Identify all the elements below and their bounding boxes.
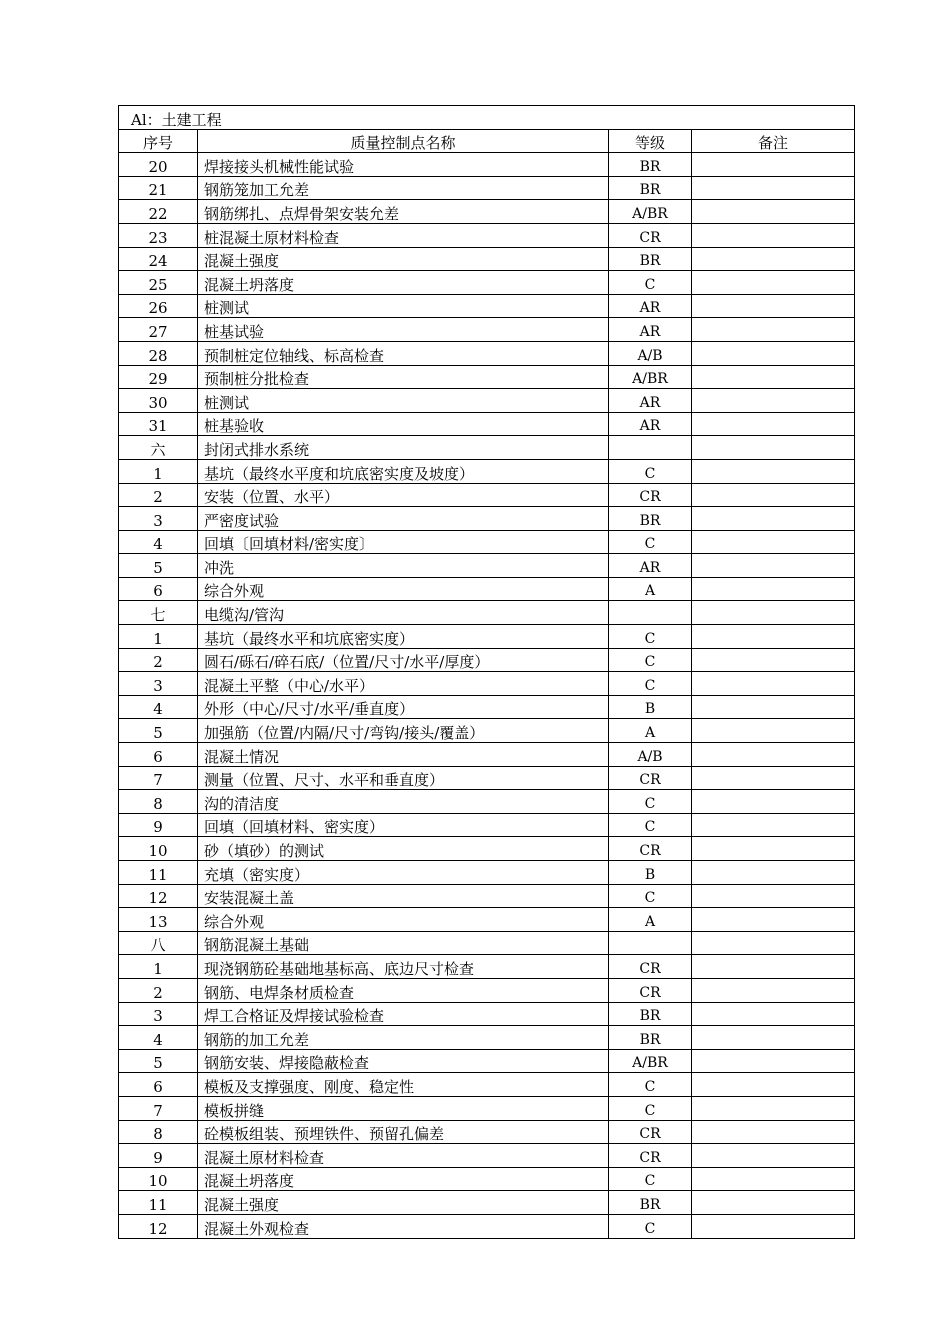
row-remark xyxy=(692,1049,855,1073)
row-name: 桩测试 xyxy=(198,294,609,318)
row-grade: A/BR xyxy=(609,200,692,224)
row-name: 混凝土坍落度 xyxy=(198,271,609,295)
row-name: 加强筋（位置/内隔/尺寸/弯钩/接头/覆盖） xyxy=(198,719,609,743)
row-no: 八 xyxy=(119,931,198,955)
table-row xyxy=(119,695,855,719)
row-no: 25 xyxy=(119,271,198,295)
row-no: 5 xyxy=(119,719,198,743)
table-row xyxy=(119,247,855,271)
row-name: 预制桩分批检查 xyxy=(198,365,609,389)
row-name: 充填（密实度） xyxy=(198,861,609,885)
row-name: 钢筋绑扎、点焊骨架安装允差 xyxy=(198,200,609,224)
row-no: 11 xyxy=(119,1191,198,1215)
row-remark xyxy=(692,648,855,672)
row-no: 3 xyxy=(119,507,198,531)
row-grade: C xyxy=(609,625,692,649)
row-remark xyxy=(692,247,855,271)
table-row xyxy=(119,766,855,790)
row-no: 5 xyxy=(119,554,198,578)
row-grade: C xyxy=(609,884,692,908)
row-remark xyxy=(692,884,855,908)
row-no: 4 xyxy=(119,1026,198,1050)
row-no: 27 xyxy=(119,318,198,342)
table-row xyxy=(119,1191,855,1215)
row-name: 严密度试验 xyxy=(198,507,609,531)
row-remark xyxy=(692,554,855,578)
row-grade: C xyxy=(609,813,692,837)
row-name: 回填〔回填材料/密实度〕 xyxy=(198,530,609,554)
row-name: 安装混凝土盖 xyxy=(198,884,609,908)
table-row xyxy=(119,837,855,861)
table-row xyxy=(119,931,855,955)
row-grade: A xyxy=(609,719,692,743)
table-row xyxy=(119,672,855,696)
row-name: 桩基试验 xyxy=(198,318,609,342)
row-name: 混凝土强度 xyxy=(198,247,609,271)
row-name: 电缆沟/管沟 xyxy=(198,601,609,625)
table-body xyxy=(119,106,855,1239)
header-name: 质量控制点名称 xyxy=(198,129,609,153)
row-no: 29 xyxy=(119,365,198,389)
table-row xyxy=(119,341,855,365)
row-no: 30 xyxy=(119,389,198,413)
table-row xyxy=(119,554,855,578)
row-no: 5 xyxy=(119,1049,198,1073)
row-remark xyxy=(692,743,855,767)
table-row xyxy=(119,483,855,507)
row-name: 基坑（最终水平度和坑底密实度及坡度） xyxy=(198,459,609,483)
row-remark xyxy=(692,1144,855,1168)
row-name: 钢筋、电焊条材质检查 xyxy=(198,978,609,1002)
row-name: 桩混凝土原材料检查 xyxy=(198,223,609,247)
row-name: 混凝土平整（中心/水平） xyxy=(198,672,609,696)
row-remark xyxy=(692,1096,855,1120)
caption-row xyxy=(119,106,855,130)
table-row xyxy=(119,271,855,295)
row-name: 模板拼缝 xyxy=(198,1096,609,1120)
table-row xyxy=(119,436,855,460)
row-remark xyxy=(692,1002,855,1026)
row-name: 混凝土坍落度 xyxy=(198,1167,609,1191)
row-name: 焊接接头机械性能试验 xyxy=(198,153,609,177)
table-row xyxy=(119,884,855,908)
row-remark xyxy=(692,507,855,531)
row-remark xyxy=(692,318,855,342)
row-grade: BR xyxy=(609,153,692,177)
row-grade: BR xyxy=(609,1026,692,1050)
row-grade: BR xyxy=(609,176,692,200)
row-grade: C xyxy=(609,1167,692,1191)
row-name: 混凝土原材料检查 xyxy=(198,1144,609,1168)
table-row xyxy=(119,955,855,979)
row-grade: A xyxy=(609,908,692,932)
table-row xyxy=(119,790,855,814)
row-name: 钢筋的加工允差 xyxy=(198,1026,609,1050)
row-no: 11 xyxy=(119,861,198,885)
row-remark xyxy=(692,389,855,413)
table-row xyxy=(119,389,855,413)
row-remark xyxy=(692,412,855,436)
header-remark: 备注 xyxy=(692,129,855,153)
row-remark xyxy=(692,459,855,483)
quality-control-table xyxy=(118,105,855,1239)
table-row xyxy=(119,648,855,672)
row-remark xyxy=(692,837,855,861)
row-no: 3 xyxy=(119,672,198,696)
row-remark xyxy=(692,153,855,177)
row-name: 封闭式排水系统 xyxy=(198,436,609,460)
table-row xyxy=(119,153,855,177)
table-row xyxy=(119,507,855,531)
row-remark xyxy=(692,1120,855,1144)
row-name: 现浇钢筋砼基础地基标高、底边尺寸检查 xyxy=(198,955,609,979)
header-grade: 等级 xyxy=(609,129,692,153)
row-remark xyxy=(692,931,855,955)
row-no: 12 xyxy=(119,1214,198,1238)
table-row xyxy=(119,813,855,837)
row-name: 外形（中心/尺寸/水平/垂直度） xyxy=(198,695,609,719)
row-no: 4 xyxy=(119,530,198,554)
row-no: 1 xyxy=(119,459,198,483)
row-name: 砼模板组装、预埋铁件、预留孔偏差 xyxy=(198,1120,609,1144)
row-no: 13 xyxy=(119,908,198,932)
row-remark xyxy=(692,1214,855,1238)
row-name: 基坑（最终水平和坑底密实度） xyxy=(198,625,609,649)
table-row xyxy=(119,743,855,767)
row-remark xyxy=(692,813,855,837)
row-remark xyxy=(692,530,855,554)
row-grade: CR xyxy=(609,837,692,861)
header-row xyxy=(119,129,855,153)
row-name: 回填（回填材料、密实度） xyxy=(198,813,609,837)
row-no: 21 xyxy=(119,176,198,200)
row-name: 混凝土情况 xyxy=(198,743,609,767)
table-row xyxy=(119,459,855,483)
row-grade: C xyxy=(609,648,692,672)
row-remark xyxy=(692,483,855,507)
row-grade: AR xyxy=(609,318,692,342)
row-grade: A/B xyxy=(609,743,692,767)
row-grade: AR xyxy=(609,554,692,578)
row-remark xyxy=(692,365,855,389)
table-row xyxy=(119,365,855,389)
row-grade: BR xyxy=(609,247,692,271)
row-remark xyxy=(692,861,855,885)
row-remark xyxy=(692,978,855,1002)
row-remark xyxy=(692,766,855,790)
row-remark xyxy=(692,294,855,318)
table-row xyxy=(119,1214,855,1238)
row-grade: CR xyxy=(609,766,692,790)
row-name: 桩基验收 xyxy=(198,412,609,436)
row-remark xyxy=(692,955,855,979)
row-remark xyxy=(692,271,855,295)
row-grade: C xyxy=(609,672,692,696)
table-caption: Al：土建工程 xyxy=(119,106,855,130)
table-row xyxy=(119,530,855,554)
table-row xyxy=(119,719,855,743)
row-no: 7 xyxy=(119,766,198,790)
row-remark xyxy=(692,719,855,743)
row-remark xyxy=(692,695,855,719)
row-no: 1 xyxy=(119,625,198,649)
row-grade xyxy=(609,601,692,625)
row-grade: AR xyxy=(609,389,692,413)
row-remark xyxy=(692,223,855,247)
row-no: 22 xyxy=(119,200,198,224)
row-no: 4 xyxy=(119,695,198,719)
row-name: 冲洗 xyxy=(198,554,609,578)
row-no: 26 xyxy=(119,294,198,318)
row-remark xyxy=(692,1073,855,1097)
row-no: 9 xyxy=(119,1144,198,1168)
row-remark xyxy=(692,1026,855,1050)
row-no: 8 xyxy=(119,1120,198,1144)
row-name: 钢筋安装、焊接隐蔽检查 xyxy=(198,1049,609,1073)
row-name: 综合外观 xyxy=(198,577,609,601)
row-grade: C xyxy=(609,271,692,295)
row-grade: CR xyxy=(609,483,692,507)
row-name: 测量（位置、尺寸、水平和垂直度） xyxy=(198,766,609,790)
row-no: 10 xyxy=(119,837,198,861)
row-remark xyxy=(692,790,855,814)
table-row xyxy=(119,223,855,247)
row-no: 2 xyxy=(119,978,198,1002)
table-row xyxy=(119,601,855,625)
row-name: 安装（位置、水平） xyxy=(198,483,609,507)
row-grade: C xyxy=(609,530,692,554)
row-remark xyxy=(692,601,855,625)
row-remark xyxy=(692,672,855,696)
row-remark xyxy=(692,625,855,649)
row-grade: A/BR xyxy=(609,365,692,389)
row-name: 钢筋笼加工允差 xyxy=(198,176,609,200)
row-remark xyxy=(692,200,855,224)
row-grade xyxy=(609,931,692,955)
table-row xyxy=(119,412,855,436)
table-row xyxy=(119,1167,855,1191)
row-no: 6 xyxy=(119,1073,198,1097)
row-remark xyxy=(692,436,855,460)
row-grade: C xyxy=(609,459,692,483)
row-remark xyxy=(692,1191,855,1215)
table-row xyxy=(119,625,855,649)
table-row xyxy=(119,176,855,200)
row-grade: A/B xyxy=(609,341,692,365)
row-grade: CR xyxy=(609,955,692,979)
table-row xyxy=(119,1026,855,1050)
row-no: 28 xyxy=(119,341,198,365)
row-grade: BR xyxy=(609,1191,692,1215)
row-no: 31 xyxy=(119,412,198,436)
row-no: 8 xyxy=(119,790,198,814)
table-row xyxy=(119,318,855,342)
row-no: 七 xyxy=(119,601,198,625)
row-name: 钢筋混凝土基础 xyxy=(198,931,609,955)
table-row xyxy=(119,1073,855,1097)
row-grade: CR xyxy=(609,978,692,1002)
row-no: 3 xyxy=(119,1002,198,1026)
row-grade: C xyxy=(609,1073,692,1097)
row-no: 2 xyxy=(119,648,198,672)
row-name: 桩测试 xyxy=(198,389,609,413)
row-no: 7 xyxy=(119,1096,198,1120)
row-no: 1 xyxy=(119,955,198,979)
row-grade: CR xyxy=(609,1120,692,1144)
table-row xyxy=(119,908,855,932)
row-grade: A xyxy=(609,577,692,601)
row-grade: AR xyxy=(609,412,692,436)
table-row xyxy=(119,1049,855,1073)
row-remark xyxy=(692,341,855,365)
table-row xyxy=(119,1144,855,1168)
row-name: 综合外观 xyxy=(198,908,609,932)
row-name: 沟的清洁度 xyxy=(198,790,609,814)
row-grade: B xyxy=(609,861,692,885)
row-no: 24 xyxy=(119,247,198,271)
row-no: 6 xyxy=(119,577,198,601)
row-name: 圆石/砾石/碎石底/（位置/尺寸/水平/厚度） xyxy=(198,648,609,672)
row-grade: C xyxy=(609,1096,692,1120)
table-row xyxy=(119,200,855,224)
row-remark xyxy=(692,908,855,932)
row-no: 2 xyxy=(119,483,198,507)
table-row xyxy=(119,1002,855,1026)
row-grade: B xyxy=(609,695,692,719)
row-remark xyxy=(692,577,855,601)
row-grade: A/BR xyxy=(609,1049,692,1073)
row-name: 砂（填砂）的测试 xyxy=(198,837,609,861)
row-no: 23 xyxy=(119,223,198,247)
row-no: 六 xyxy=(119,436,198,460)
table-row xyxy=(119,861,855,885)
row-no: 6 xyxy=(119,743,198,767)
table-row xyxy=(119,1096,855,1120)
row-no: 10 xyxy=(119,1167,198,1191)
row-grade: AR xyxy=(609,294,692,318)
table-row xyxy=(119,978,855,1002)
table-row xyxy=(119,577,855,601)
header-no: 序号 xyxy=(119,129,198,153)
row-grade xyxy=(609,436,692,460)
row-grade: BR xyxy=(609,507,692,531)
row-no: 20 xyxy=(119,153,198,177)
row-grade: CR xyxy=(609,223,692,247)
row-no: 9 xyxy=(119,813,198,837)
row-name: 混凝土强度 xyxy=(198,1191,609,1215)
row-grade: C xyxy=(609,1214,692,1238)
row-name: 预制桩定位轴线、标高检查 xyxy=(198,341,609,365)
table-row xyxy=(119,1120,855,1144)
row-remark xyxy=(692,1167,855,1191)
row-name: 模板及支撑强度、刚度、稳定性 xyxy=(198,1073,609,1097)
row-no: 12 xyxy=(119,884,198,908)
row-name: 混凝土外观检查 xyxy=(198,1214,609,1238)
row-remark xyxy=(692,176,855,200)
table-row xyxy=(119,294,855,318)
row-grade: BR xyxy=(609,1002,692,1026)
row-name: 焊工合格证及焊接试验检查 xyxy=(198,1002,609,1026)
row-grade: CR xyxy=(609,1144,692,1168)
row-grade: C xyxy=(609,790,692,814)
